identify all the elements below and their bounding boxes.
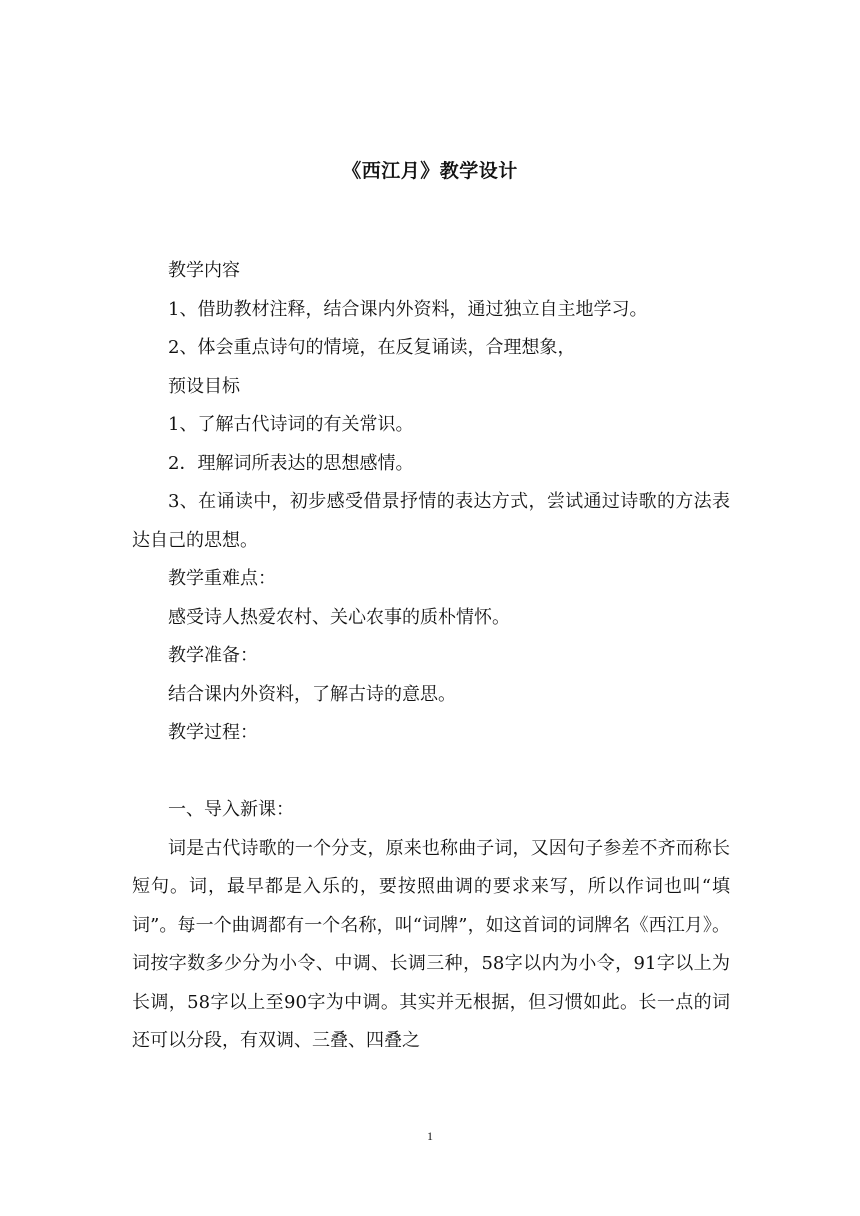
section-heading-key-points: 教学重难点： (168, 568, 276, 589)
paragraph: 1、了解古代诗词的有关常识。 (168, 414, 414, 435)
section-heading-content: 教学内容 (168, 260, 240, 281)
paragraph: 2．理解词所表达的思想感情。 (168, 452, 414, 474)
section-heading-process: 教学过程： (168, 722, 258, 743)
document-title: 《西江月》教学设计 (342, 160, 518, 182)
paragraph: 感受诗人热爱农村、关心农事的质朴情怀。 (168, 606, 510, 628)
paragraph: 结合课内外资料，了解古诗的意思。 (168, 683, 456, 705)
page-number: 1 (427, 1129, 433, 1143)
paragraph: 3、在诵读中，初步感受借景抒情的表达方式，尝试通过诗歌的方法表达自己的思想。 (132, 491, 730, 551)
paragraph: 2、体会重点诗句的情境，在反复诵读，合理想象， (168, 337, 576, 358)
paragraph: 1、借助教材注释，结合课内外资料，通过独立自主地学习。 (168, 298, 648, 320)
document-body (132, 252, 730, 1061)
section-heading-goals: 预设目标 (168, 375, 240, 397)
section-heading-preparation: 教学准备： (168, 645, 258, 666)
section-heading-intro: 一、导入新课： (168, 799, 294, 820)
paragraph: 词是古代诗歌的一个分支，原来也称曲子词，又因句子参差不齐而称长短句。词，最早都是入乐的，要按照曲调的要求来写，所以作词也叫“填词”。每一个曲调都有一个名称，叫“词牌”，如这首词的词牌名《西江月》。词按字数多少分为小令、中调、长调三种，58字以内为小令，91字以上为长调，58字以上至90字为中调。其实并无根据，但习惯如此。长一点的词还可以分段，有双调、三叠、四叠之 (132, 837, 730, 1051)
